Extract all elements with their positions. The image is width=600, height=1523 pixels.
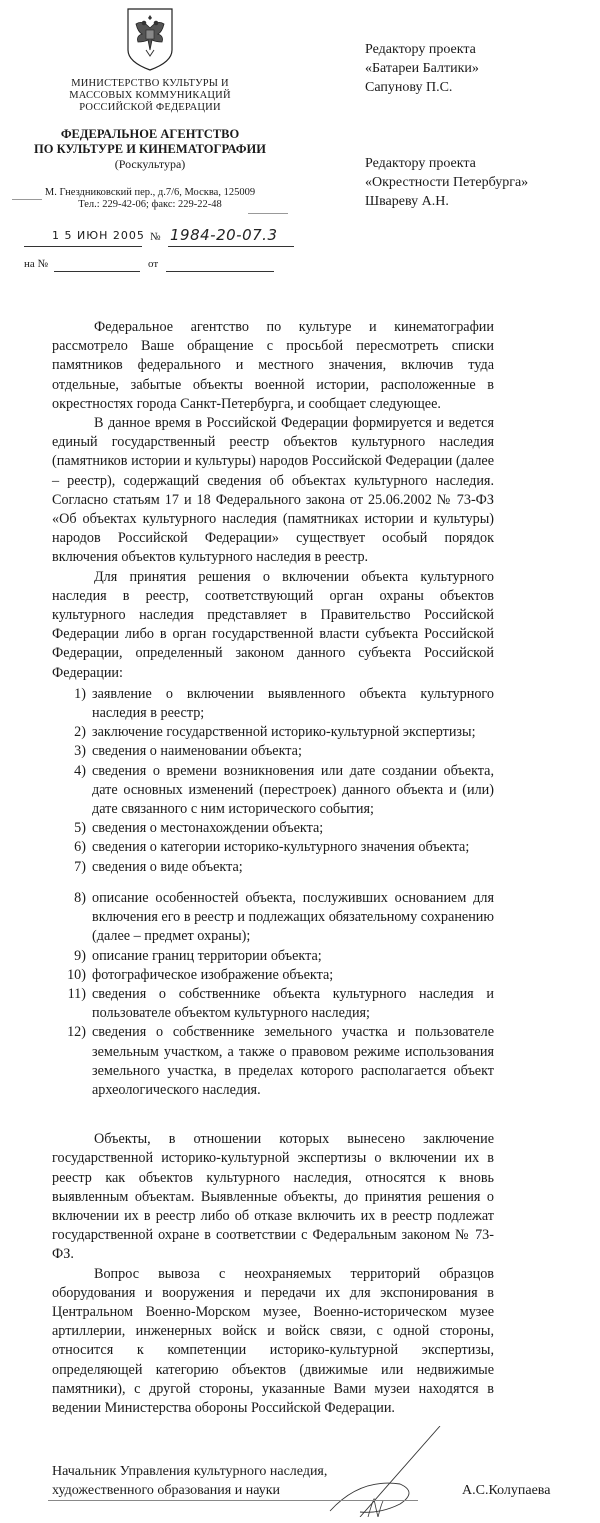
item-number: 11) — [67, 985, 86, 1002]
list-item — [52, 889, 494, 947]
item-text: сведения о собственнике объекта культурного наследия и пользователе объектом культурного наследия; — [92, 985, 494, 1022]
signatory-title — [52, 1462, 327, 1500]
handwritten-number: 1984-20-07.3 — [170, 226, 278, 244]
date-underline — [24, 246, 142, 247]
paragraph-4: Объекты, в отношении которых вынесено заключение государственной историко-культурной экспертизы о включении их в реестр как объектов культурного наследия, относятся к вновь выявленным объектам. Выявленные объекты, до принятия решения о включении их в реестр либо об отказе включить их в реестр подлежат государственной охране в соответствии с Федеральным законом № 73-ФЗ. — [52, 1131, 494, 1263]
ref-number-blank — [54, 271, 140, 272]
addressee-line: «Батареи Балтики» — [365, 61, 479, 76]
number-underline — [168, 246, 294, 247]
list-item — [52, 723, 494, 742]
item-number: 1) — [74, 685, 86, 702]
list-item — [52, 838, 494, 857]
item-number: 5) — [74, 820, 86, 837]
ref-from-label: от — [148, 258, 159, 270]
paragraph-3: Для принятия решения о включении объекта культурного наследия в реестр, соответствующий орган охраны объектов культурного наследия представляет в Правительство Российской Федерации либо в орган государственной власти субъекта Российской Федерации, определенный законом данного субъекта Российской Федерации: — [52, 568, 494, 681]
list-item — [52, 1023, 494, 1100]
item-text: сведения о времени возникновения или дате создании объекта, дате основных изменений (перестроек) данного объекта и (или) дате связанного с ним исторического события; — [92, 762, 494, 818]
item-number: 12) — [67, 1024, 86, 1041]
ministry-line: РОССИЙСКОЙ ФЕДЕРАЦИИ — [79, 102, 221, 113]
item-number: 7) — [74, 858, 86, 875]
item-text: фотографическое изображение объекта; — [92, 966, 334, 983]
list-item — [52, 742, 494, 761]
ministry-line: МИНИСТЕРСТВО КУЛЬТУРЫ И — [71, 78, 229, 89]
incoming-reference — [24, 258, 300, 276]
number-label: № — [150, 231, 161, 243]
list-item — [52, 858, 494, 877]
item-number: 10) — [67, 966, 86, 983]
addressee-line: Редактору проекта — [365, 156, 476, 171]
agency-phones: Тел.: 229-42-06; факс: 229-22-48 — [78, 199, 222, 210]
signature-block — [52, 1462, 551, 1522]
requirements-list — [52, 685, 494, 1100]
agency-line: ПО КУЛЬТУРЕ И КИНЕМАТОГРАФИИ — [34, 142, 266, 156]
item-number: 3) — [74, 743, 86, 760]
agency-short-name: (Роскультура) — [114, 157, 186, 171]
agency-line: ФЕДЕРАЛЬНОЕ АГЕНТСТВО — [60, 127, 240, 141]
item-text: сведения о категории историко-культурного значения объекта; — [92, 839, 470, 856]
item-number: 6) — [74, 839, 86, 856]
decorative-line — [12, 199, 42, 200]
list-item — [52, 762, 494, 820]
list-item — [52, 966, 494, 985]
item-number: 2) — [74, 724, 86, 741]
item-text: описание границ территории объекта; — [92, 947, 322, 964]
signature-underline — [48, 1500, 418, 1501]
addressee-1 — [365, 40, 479, 97]
addressee-line: Сапунову П.С. — [365, 80, 453, 95]
item-text: сведения о виде объекта; — [92, 858, 243, 875]
signatory-title-line: художественного образования и науки — [52, 1483, 280, 1499]
ministry-name — [10, 78, 290, 114]
addressee-line: Редактору проекта — [365, 42, 476, 57]
signatory-name: А.С.Колупаева — [462, 1483, 551, 1499]
agency-contacts — [10, 187, 290, 211]
list-item — [52, 819, 494, 838]
signatory-title-line: Начальник Управления культурного наследия, — [52, 1464, 328, 1480]
date-stamp: 1 5 ИЮН 2005 — [52, 229, 145, 242]
ref-date-blank — [166, 271, 274, 272]
ref-number-label: на № — [24, 258, 49, 270]
addressee-line: Швареву А.Н. — [365, 194, 449, 209]
list-item — [52, 947, 494, 966]
item-text: заключение государственной историко-культурной экспертизы; — [92, 724, 476, 741]
list-item — [52, 985, 494, 1023]
list-item — [52, 685, 494, 723]
russian-coat-of-arms-icon — [124, 6, 176, 72]
outgoing-reference — [24, 226, 300, 252]
item-text: заявление о включении выявленного объекта культурного наследия в реестр; — [92, 685, 494, 722]
paragraph-5: Вопрос вывоза с неохраняемых территорий образцов оборудования и вооружения и передачи их для экспонирования в Центральном Военно-Морском музее, Военно-историческом музее артиллерии, инженерных войск и войск связи, с одной стороны, относится к компетенции историко-культурной экспертизы, определяющей категорию объектов (движимые или недвижимые памятники), с другой стороны, указанные Вами музеи находятся в ведении Министерства обороны Российской Федерации. — [52, 1265, 494, 1416]
paragraph-2: В данное время в Российской Федерации формируется и ведется единый государственный реестр объектов культурного наследия (памятников истории и культуры) народов Российской Федерации (далее – реестр), содержащий сведения об объектах культурного наследия. Согласно статьям 17 и 18 Федерального закона от 25.06.2002 № 73-ФЗ «Об объектах культурного наследия (памятниках истории и культуры) народов Российской Федерации» существует особый порядок включения объектов культурного наследия в реестр. — [52, 415, 494, 566]
paragraph-1: Федеральное агентство по культуре и кинематографии рассмотрело Ваше обращение с просьбой пересмотреть списки памятников федерального и местного значения, включив туда отдельные, забытые объекты военной истории, расположенные в окрестностях города Санкт-Петербурга, и сообщает следующее. — [52, 319, 494, 412]
item-text: сведения о собственнике земельного участка и пользователе земельным участком, а также о правовом режиме использования земельного участка, в пределах которого располагается объект археологического наследия. — [92, 1024, 494, 1098]
item-number: 4) — [74, 762, 86, 779]
item-number: 9) — [74, 947, 86, 964]
letter-body — [52, 318, 551, 1522]
agency-name — [10, 127, 290, 172]
item-number: 8) — [74, 889, 86, 906]
decorative-line — [248, 213, 288, 214]
addressee-line: «Окрестности Петербурга» — [365, 175, 529, 190]
item-text: сведения о местонахождении объекта; — [92, 820, 324, 837]
item-text: сведения о наименовании объекта; — [92, 743, 302, 760]
ministry-line: МАССОВЫХ КОММУНИКАЦИЙ — [69, 90, 231, 101]
item-text: описание особенностей объекта, послуживших основанием для включения его в реестр и подлежащих обязательному сохранению (далее – предмет охраны); — [92, 889, 494, 945]
agency-address: М. Гнездниковский пер., д.7/6, Москва, 125009 — [44, 187, 256, 198]
addressee-2 — [365, 154, 528, 211]
